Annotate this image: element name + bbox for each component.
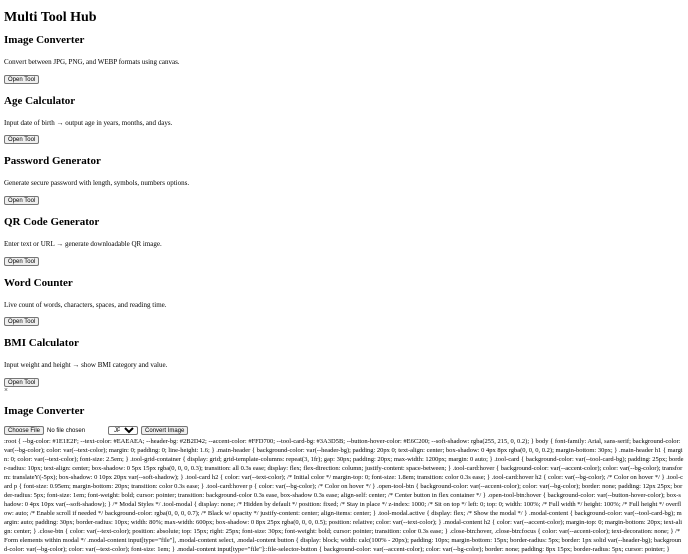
- choose-file-button[interactable]: Choose File: [4, 426, 44, 435]
- tool-title: BMI Calculator: [4, 337, 79, 350]
- open-tool-button-age-calculator[interactable]: Open Tool: [4, 135, 39, 144]
- tool-title: Age Calculator: [4, 94, 76, 107]
- tool-section-qr-code-generator: [4, 217, 684, 266]
- tool-title: Word Counter: [4, 276, 73, 289]
- open-tool-button-qr-code-generator[interactable]: Open Tool: [4, 257, 39, 266]
- tool-section-password-generator: [4, 156, 684, 205]
- tool-description: Generate secure password with length, symbols, numbers options.: [4, 179, 190, 188]
- open-tool-button-word-counter[interactable]: Open Tool: [4, 317, 39, 326]
- tool-section-image-converter: [4, 35, 684, 84]
- tool-title: Image Converter: [4, 34, 85, 46]
- tool-description: Input date of birth → output age in years, months, and days.: [4, 118, 173, 127]
- modal-title: Image Converter: [4, 405, 85, 418]
- converter-controls: [4, 426, 684, 435]
- tool-title: Password Generator: [4, 155, 101, 168]
- file-status: No file chosen: [47, 427, 86, 434]
- close-icon[interactable]: ×: [4, 386, 8, 395]
- open-tool-button-image-converter[interactable]: Open Tool: [4, 75, 39, 84]
- tool-section-word-counter: [4, 278, 684, 327]
- page-title: Multi Tool Hub: [4, 10, 97, 25]
- tool-description: Enter text or URL → generate downloadable QR image.: [4, 240, 162, 249]
- tool-section-age-calculator: [4, 96, 684, 145]
- tool-description: Input weight and height → show BMI category and value.: [4, 361, 168, 370]
- format-select[interactable]: [108, 426, 138, 435]
- tool-section-bmi-calculator: [4, 338, 684, 387]
- tool-description: Convert between JPG, PNG, and WEBP formats using canvas.: [4, 58, 180, 66]
- page: [0, 11, 688, 554]
- unstyled-css-text: :root { --bg-color: #1E1E2F; --text-color: #EAEAEA; --header-bg: #2B2D42; --accent-color: #FFD700; --tool-card-bg: #3A3D5B; --button-hover-color: #E6C200; --soft-shadow: rgba(255, 215, 0, 0.2); } body { font-family: Arial, sans-serif; background-color: var(--bg-color); color: var(--text-color); margin: 0; padding: 0; line-height: 1.6; } .main-header { background-color: var(--header-bg); padding: 20px 0; text-align: center; box-shadow: 0 4px 8px rgba(0, 0, 0, 0.2); margin-bottom: 30px; } .main-header h1 { margin: 0; color: var(--text-color); font-size: 2.5em; } .tool-grid-container { display: grid; grid-template-columns: repeat(3, 1fr); gap: 30px; padding: 20px; max-width: 1200px; margin: 0 auto; } .tool-card { background-color: var(--tool-card-bg); padding: 25px; border-radius: 10px; text-align: center; box-shadow: 0 5px 15px rgba(0, 0, 0, 0.3); transition: all 0.3s ease; display: flex; flex-direction: column; justify-content: space-between; } .tool-card:hover { background-color: var(--accent-color); color: var(--bg-color); transform: translateY(-5px); box-shadow: 0 10px 20px var(--soft-shadow); } .tool-card h2 { color: var(--text-color); /* Initial color */ margin-top: 0; font-size: 1.8em; transition: color 0.3s ease; } .tool-card:hover h2 { color: var(--bg-color); /* Color on hover */ } .tool-card p { font-size: 0.95em; margin-bottom: 20px; transition: color 0.3s ease; } .tool-card:hover p { color: var(--bg-color); /* Color on hover */ } .open-tool-btn { background-color: var(--accent-color); color: var(--bg-color); border: none; padding: 12px 25px; border-radius: 5px; font-size: 1em; font-weight: bold; cursor: pointer; transition: background-color 0.3s ease, box-shadow 0.3s ease; align-self: center; /* Center button in flex container */ } .open-tool-btn:hover { background-color: var(--button-hover-color); box-shadow: 0 4px 10px var(--soft-shadow); } /* Modal Styles */ .tool-modal { display: none; /* Hidden by default */ position: fixed; /* Stay in place */ z-index: 1000; /* Sit on top */ left: 0; top: 0; width: 100%; /* Full width */ height: 100%; /* Full height */ overflow: auto; /* Enable scroll if needed */ background-color: rgba(0, 0, 0, 0.7); /* Black w/ opacity */ justify-content: center; align-items: center; } .tool-modal.active { display: flex; /* Show the modal */ } .modal-content { background-color: var(--tool-card-bg); margin: auto; padding: 30px; border-radius: 10px; width: 80%; max-width: 600px; box-shadow: 0 8px 25px rgba(0, 0, 0, 0.5); position: relative; color: var(--text-color); } .modal-content h2 { color: var(--accent-color); margin-top: 0; margin-bottom: 20px; text-align: center; } .close-btn { color: var(--text-color); position: absolute; top: 15px; right: 25px; font-size: 30px; font-weight: bold; cursor: pointer; transition: color 0.3s ease; } .close-btn:hover, .close-btn:focus { color: var(--accent-color); text-decoration: none; } /* Form elements within modal */ .modal-content input[type="file"], .modal-content select, .modal-content button { display: block; width: calc(100% - 20px); padding: 10px; margin-bottom: 15px; border-radius: 5px; border: 1px solid var(--header-bg); background-color: var(--bg-color); color: var(--text-color); font-size: 1em; } .modal-content input[type="file"]::file-selector-button { background-color: var(--accent-color); color: var(--bg-color); border: none; padding: 8px 15px; border-radius: 5px; cursor: pointer; }: [4, 438, 684, 554]
- tool-title: QR Code Generator: [4, 216, 100, 229]
- open-tool-button-password-generator[interactable]: Open Tool: [4, 196, 39, 205]
- convert-image-button[interactable]: Convert Image: [141, 426, 188, 435]
- tool-description: Live count of words, characters, spaces, and reading time.: [4, 300, 167, 309]
- open-tool-button-bmi-calculator[interactable]: Open Tool: [4, 378, 39, 387]
